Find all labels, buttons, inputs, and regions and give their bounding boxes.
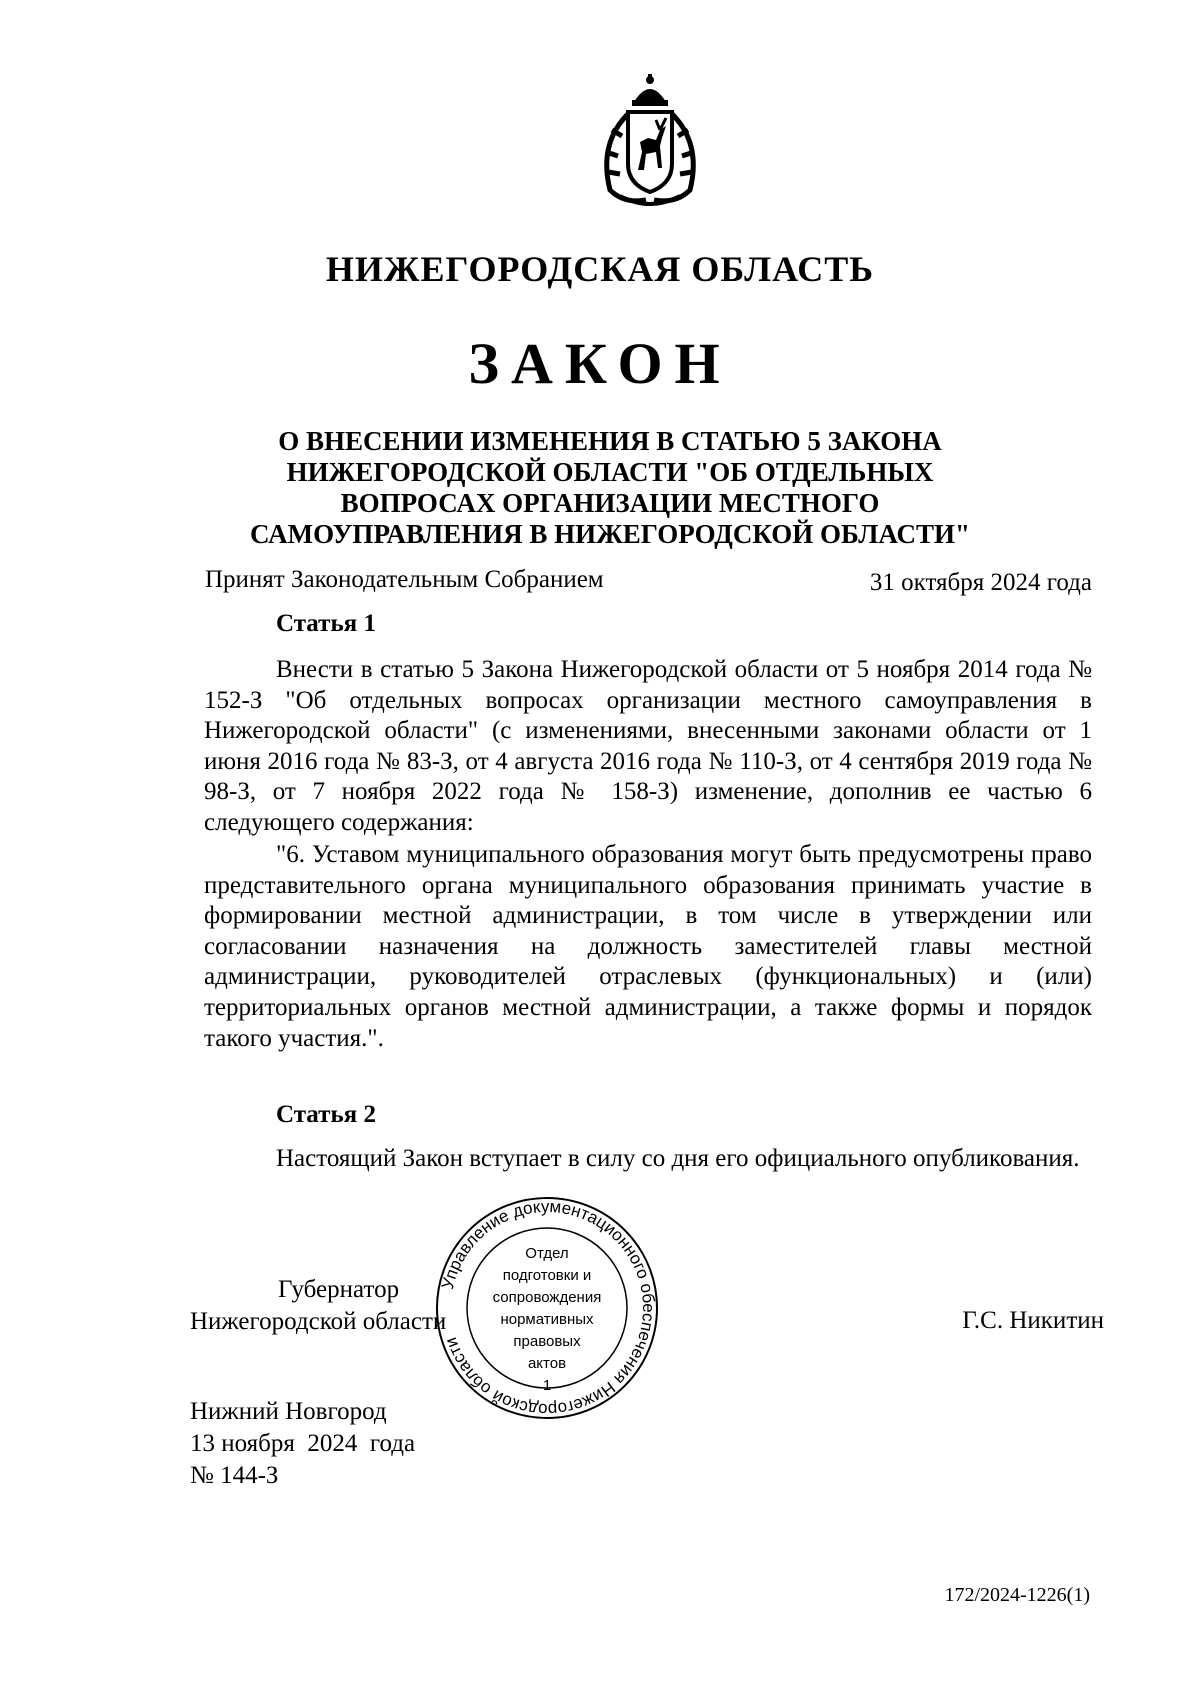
stamp-inner-line: Отдел	[525, 1245, 569, 1262]
registration-number: 172/2024-1226(1)	[944, 1584, 1090, 1606]
stamp-ring-text-path: Управление документационного обеспечения Нижегородской области	[437, 1196, 659, 1420]
adoption-date: 31 октября 2024 года	[869, 569, 1092, 596]
law-title: О ВНЕСЕНИИ ИЗМЕНЕНИЯ В СТАТЬЮ 5 ЗАКОНА НИЖЕГОРОДСКОЙ ОБЛАСТИ "ОБ ОТДЕЛЬНЫХ ВОПРОСАХ ОРГАНИЗАЦИИ МЕСТНОГО САМОУПРАВЛЕНИЯ В НИЖЕГОРОДСКОЙ ОБЛАСТИ"	[250, 426, 970, 549]
stamp-inner-text	[472, 1243, 622, 1397]
stamp-inner-line: сопровождения	[492, 1289, 602, 1306]
signatory-position	[190, 1274, 446, 1338]
official-stamp	[432, 1193, 662, 1423]
stamp-inner-line: правовых	[513, 1333, 581, 1350]
place-and-date	[190, 1396, 415, 1492]
stamp-inner-line: актов	[527, 1355, 567, 1372]
signing-city: Нижний Новгород	[190, 1398, 387, 1425]
document-kind: ЗАКОН	[468, 331, 732, 396]
article-1-paragraph: Внести в статью 5 Закона Нижегородской области от 5 ноября 2014 года № 152-З "Об отдельных вопросах организации местного самоуправления в Нижегородской области" (с изменениями, внесенными законами области от 1 июня 2016 года № 83-З, от 4 августа 2016 года № 110-З, от 4 сентября 2019 года № 98-З, от 7 ноября 2022 года № 158-З) изменение, дополнив ее частью 6 следующего содержания:	[204, 656, 1092, 836]
signatory-position-line-1: Губернатор	[278, 1276, 400, 1303]
article-2-heading: Статья 2	[276, 1101, 376, 1128]
stamp-inner-line: подготовки и	[502, 1267, 592, 1284]
signatory-position-line-2: Нижегородской области	[190, 1308, 447, 1335]
adoption-row	[205, 566, 1092, 600]
coat-of-arms-icon	[590, 72, 710, 214]
region-title: НИЖЕГОРОДСКАЯ ОБЛАСТЬ	[325, 249, 875, 289]
article-1-quoted-part: "6. Уставом муниципального образования могут быть предусмотрены право представительного органа муниципального образования принимать участие в формировании местной администрации, в том числе в утверждении или согласовании назначения на должность заместителей главы местной администрации, руководителей отраслевых (функциональных) и (или) территориальных органов местной администрации, а также формы и порядок такого участия.".	[204, 841, 1092, 1052]
stamp-inner-line: нормативных	[500, 1311, 594, 1328]
signing-date: 13 ноября 2024 года	[190, 1430, 416, 1457]
stamp-inner-line: 1	[542, 1377, 552, 1394]
adoption-text: Принят Законодательным Собранием	[205, 566, 604, 593]
article-2-paragraph: Настоящий Закон вступает в силу со дня его официального опубликования.	[276, 1145, 1080, 1172]
law-number: № 144-З	[190, 1462, 279, 1489]
article-1-heading: Статья 1	[276, 610, 376, 637]
signatory-name: Г.С. Никитин	[962, 1307, 1104, 1334]
